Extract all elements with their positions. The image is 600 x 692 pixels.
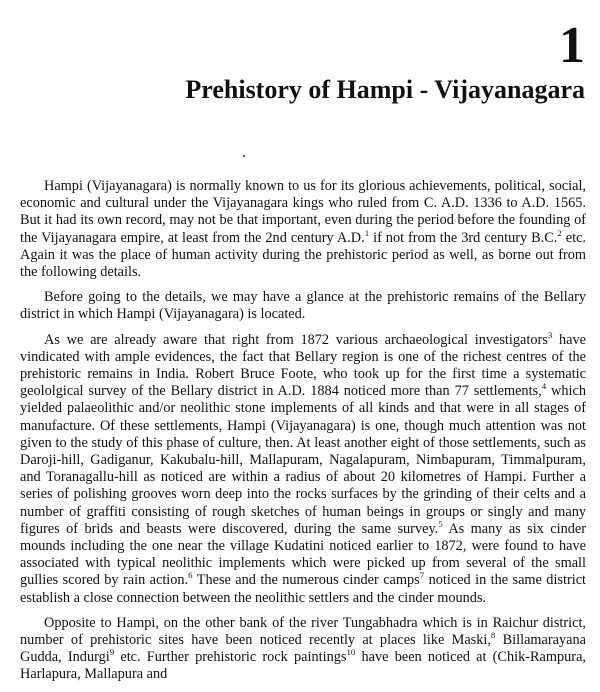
footnote-marker: 1	[364, 227, 370, 238]
paragraph-text: These and the numerous cinder camps	[192, 572, 420, 589]
footnote-marker: 4	[541, 381, 547, 392]
chapter-body	[20, 178, 586, 692]
chapter-title: Prehistory of Hampi - Vijayanagara	[185, 75, 585, 104]
paragraph	[20, 329, 587, 607]
paragraph-text: etc. Further prehistoric rock paintings	[114, 649, 347, 666]
paragraph-text: etc. Again it was the place of human activity during the prehistoric period as well, as borne out from the following details.	[20, 229, 587, 281]
paragraph-text: if not from the 3rd century B.C.	[369, 229, 558, 246]
paragraph-text: As many as six cinder mounds including the one near the village Kudatini noticed earlier to 1872, were found to have associated with typical neolithic implements which were picked up from several of the small gullies scored by rain action.	[20, 520, 586, 589]
paragraph-text: Before going to the details, we may have a glance at the prehistoric remains of the Bellary district in which Hampi (Vijayanagara) is located.	[20, 289, 586, 323]
paragraph-text: have been noticed at (Chik-Rampura, Harlapura, Mallapura and	[20, 649, 586, 683]
footnote-marker: 9	[109, 647, 115, 658]
paragraph-text: Billamarayana Gudda, Indurgi	[20, 632, 586, 666]
paragraph-text: noticed in the same district establish a close connection between the neolithic settlers and the cinder mounds.	[20, 572, 587, 606]
paragraph-text: Hampi (Vijayanagara) is normally known to us for its glorious achievements, political, social, economic and cultural under the Vijayanagara kings who ruled from C. A.D. 1336 to A.D. 1565. But it had its own record, may not be that important, even during the period before the founding of the Vijayanagara empire, at least from the 2nd century A.D.	[20, 178, 586, 246]
footnote-marker: 5	[438, 519, 443, 530]
paragraph	[20, 289, 586, 323]
paragraph-text: As we are already aware that right from 1872 various archaeological investigators	[44, 331, 548, 348]
footnote-marker: 6	[188, 570, 193, 581]
paragraph	[20, 178, 586, 281]
paragraph-text: which yielded palaeolithic and/or neolithic stone implements of all kinds and that were in all stages of manufacture. Of these settlements, Hampi (Vijayanagara) is one, though much attention was not given to the study of this phase of culture, then. At least another eight of those settlements, such as Daroji-hill, Gadiganur, Kakubalu-hill, Mallapuram, Nagalapuram, Nimbapuram, Timmalpuram, and Toranagallu-hill as noticed are within a radius of about 20 kilometres of Hampi. Further a series of polishing grooves worn deep into the rocks surfaces by the grinding of their celts and a number of graffiti consisting of rough sketches of human beings in groups or singly and many figures of brids and beasts were discovered, during the same survey.	[20, 383, 586, 537]
chapter-number: 1	[559, 17, 585, 74]
footnote-marker: 7	[419, 570, 425, 581]
footnote-marker: 2	[557, 227, 562, 238]
footnote-marker: 8	[490, 630, 496, 641]
paragraph-text: have vindicated with ample evidences, the fact that Bellary region is one of the richest centres of the prehistoric remains in India. Robert Bruce Foote, who took up for the first time a systematic geololgical survey of the Bellary district in A.D. 1884 noticed more than 77 settlements,	[20, 331, 587, 400]
paragraph-text: Opposite to Hampi, on the other bank of the river Tungabhadra which is in Raichur district, number of prehistoric sites have been noticed recently at places like Maski,	[20, 614, 586, 649]
footnote-marker: 10	[346, 647, 356, 658]
paragraph	[20, 615, 586, 684]
footnote-marker: 3	[547, 329, 553, 340]
stray-mark	[243, 155, 245, 157]
